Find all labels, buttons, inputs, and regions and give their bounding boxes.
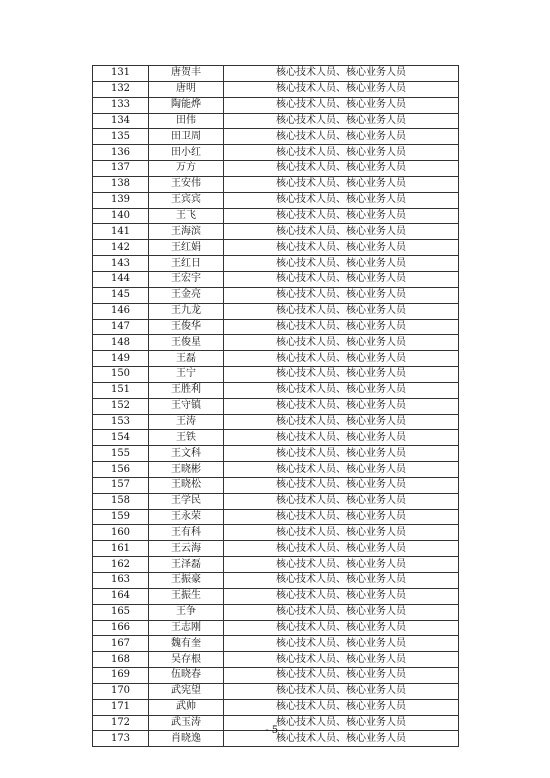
row-number-cell: 147 xyxy=(93,319,149,335)
row-number-cell: 151 xyxy=(93,382,149,398)
name-cell: 王宁 xyxy=(149,367,224,383)
row-number-cell: 146 xyxy=(93,303,149,319)
row-number-cell: 135 xyxy=(93,129,149,145)
category-cell: 核心技术人员、核心业务人员 xyxy=(224,509,459,525)
table-row xyxy=(93,430,459,446)
table-row xyxy=(93,525,459,541)
personnel-table xyxy=(92,65,459,747)
name-cell: 王磊 xyxy=(149,351,224,367)
row-number-cell: 160 xyxy=(93,525,149,541)
table-row xyxy=(93,414,459,430)
row-number-cell: 144 xyxy=(93,271,149,287)
name-cell: 魏有奎 xyxy=(149,636,224,652)
category-cell: 核心技术人员、核心业务人员 xyxy=(224,636,459,652)
table-row xyxy=(93,97,459,113)
category-cell: 核心技术人员、核心业务人员 xyxy=(224,668,459,684)
row-number-cell: 137 xyxy=(93,161,149,177)
table-row xyxy=(93,240,459,256)
name-cell: 王海滨 xyxy=(149,224,224,240)
category-cell: 核心技术人员、核心业务人员 xyxy=(224,683,459,699)
category-cell: 核心技术人员、核心业务人员 xyxy=(224,335,459,351)
table-row xyxy=(93,129,459,145)
name-cell: 万方 xyxy=(149,161,224,177)
table-row xyxy=(93,493,459,509)
row-number-cell: 134 xyxy=(93,113,149,129)
row-number-cell: 133 xyxy=(93,97,149,113)
row-number-cell: 131 xyxy=(93,66,149,82)
name-cell: 肖晓逸 xyxy=(149,731,224,747)
row-number-cell: 145 xyxy=(93,287,149,303)
name-cell: 王胜利 xyxy=(149,382,224,398)
name-cell: 王涛 xyxy=(149,414,224,430)
category-cell: 核心技术人员、核心业务人员 xyxy=(224,129,459,145)
category-cell: 核心技术人员、核心业务人员 xyxy=(224,303,459,319)
row-number-cell: 139 xyxy=(93,192,149,208)
row-number-cell: 149 xyxy=(93,351,149,367)
name-cell: 王红日 xyxy=(149,256,224,272)
row-number-cell: 156 xyxy=(93,462,149,478)
category-cell: 核心技术人员、核心业务人员 xyxy=(224,161,459,177)
name-cell: 王志刚 xyxy=(149,620,224,636)
row-number-cell: 168 xyxy=(93,652,149,668)
category-cell: 核心技术人员、核心业务人员 xyxy=(224,652,459,668)
table-row xyxy=(93,446,459,462)
category-cell: 核心技术人员、核心业务人员 xyxy=(224,176,459,192)
name-cell: 伍晓春 xyxy=(149,668,224,684)
category-cell: 核心技术人员、核心业务人员 xyxy=(224,97,459,113)
name-cell: 王有科 xyxy=(149,525,224,541)
name-cell: 王学民 xyxy=(149,493,224,509)
name-cell: 王振生 xyxy=(149,588,224,604)
category-cell: 核心技术人员、核心业务人员 xyxy=(224,66,459,82)
row-number-cell: 162 xyxy=(93,557,149,573)
name-cell: 唐贺丰 xyxy=(149,66,224,82)
name-cell: 王俊星 xyxy=(149,335,224,351)
name-cell: 王文科 xyxy=(149,446,224,462)
row-number-cell: 154 xyxy=(93,430,149,446)
row-number-cell: 141 xyxy=(93,224,149,240)
category-cell: 核心技术人员、核心业务人员 xyxy=(224,319,459,335)
row-number-cell: 166 xyxy=(93,620,149,636)
name-cell: 王宏宇 xyxy=(149,271,224,287)
category-cell: 核心技术人员、核心业务人员 xyxy=(224,351,459,367)
table-row xyxy=(93,573,459,589)
category-cell: 核心技术人员、核心业务人员 xyxy=(224,525,459,541)
table-row xyxy=(93,477,459,493)
table-row xyxy=(93,382,459,398)
table-row xyxy=(93,699,459,715)
row-number-cell: 172 xyxy=(93,715,149,731)
row-number-cell: 167 xyxy=(93,636,149,652)
table-row xyxy=(93,335,459,351)
table-row xyxy=(93,176,459,192)
name-cell: 武帅 xyxy=(149,699,224,715)
category-cell: 核心技术人员、核心业务人员 xyxy=(224,430,459,446)
table-row xyxy=(93,81,459,97)
category-cell: 核心技术人员、核心业务人员 xyxy=(224,208,459,224)
table-row xyxy=(93,161,459,177)
name-cell: 王争 xyxy=(149,604,224,620)
row-number-cell: 164 xyxy=(93,588,149,604)
category-cell: 核心技术人员、核心业务人员 xyxy=(224,256,459,272)
row-number-cell: 142 xyxy=(93,240,149,256)
table-row xyxy=(93,557,459,573)
name-cell: 王守镇 xyxy=(149,398,224,414)
row-number-cell: 157 xyxy=(93,477,149,493)
table-row xyxy=(93,462,459,478)
category-cell: 核心技术人员、核心业务人员 xyxy=(224,414,459,430)
name-cell: 王云海 xyxy=(149,541,224,557)
category-cell: 核心技术人员、核心业务人员 xyxy=(224,541,459,557)
category-cell: 核心技术人员、核心业务人员 xyxy=(224,367,459,383)
name-cell: 陶能烨 xyxy=(149,97,224,113)
name-cell: 武宪望 xyxy=(149,683,224,699)
name-cell: 王振豪 xyxy=(149,573,224,589)
row-number-cell: 150 xyxy=(93,367,149,383)
table-row xyxy=(93,113,459,129)
row-number-cell: 171 xyxy=(93,699,149,715)
table-row xyxy=(93,604,459,620)
row-number-cell: 152 xyxy=(93,398,149,414)
name-cell: 吴存根 xyxy=(149,652,224,668)
name-cell: 田小红 xyxy=(149,145,224,161)
category-cell: 核心技术人员、核心业务人员 xyxy=(224,604,459,620)
row-number-cell: 173 xyxy=(93,731,149,747)
table-row xyxy=(93,668,459,684)
category-cell: 核心技术人员、核心业务人员 xyxy=(224,620,459,636)
table-row xyxy=(93,271,459,287)
category-cell: 核心技术人员、核心业务人员 xyxy=(224,493,459,509)
table-row xyxy=(93,398,459,414)
category-cell: 核心技术人员、核心业务人员 xyxy=(224,113,459,129)
row-number-cell: 161 xyxy=(93,541,149,557)
row-number-cell: 165 xyxy=(93,604,149,620)
category-cell: 核心技术人员、核心业务人员 xyxy=(224,446,459,462)
row-number-cell: 140 xyxy=(93,208,149,224)
table-row xyxy=(93,588,459,604)
row-number-cell: 143 xyxy=(93,256,149,272)
category-cell: 核心技术人员、核心业务人员 xyxy=(224,145,459,161)
row-number-cell: 136 xyxy=(93,145,149,161)
table-row xyxy=(93,620,459,636)
row-number-cell: 169 xyxy=(93,668,149,684)
personnel-table-body xyxy=(93,66,459,747)
table-row xyxy=(93,287,459,303)
name-cell: 田卫周 xyxy=(149,129,224,145)
row-number-cell: 132 xyxy=(93,81,149,97)
row-number-cell: 158 xyxy=(93,493,149,509)
category-cell: 核心技术人员、核心业务人员 xyxy=(224,382,459,398)
name-cell: 武玉涛 xyxy=(149,715,224,731)
row-number-cell: 153 xyxy=(93,414,149,430)
table-row xyxy=(93,145,459,161)
category-cell: 核心技术人员、核心业务人员 xyxy=(224,557,459,573)
table-row xyxy=(93,652,459,668)
name-cell: 王晓彬 xyxy=(149,462,224,478)
table-row xyxy=(93,319,459,335)
row-number-cell: 155 xyxy=(93,446,149,462)
name-cell: 王飞 xyxy=(149,208,224,224)
row-number-cell: 170 xyxy=(93,683,149,699)
name-cell: 王永荣 xyxy=(149,509,224,525)
category-cell: 核心技术人员、核心业务人员 xyxy=(224,192,459,208)
category-cell: 核心技术人员、核心业务人员 xyxy=(224,398,459,414)
category-cell: 核心技术人员、核心业务人员 xyxy=(224,224,459,240)
name-cell: 王红娟 xyxy=(149,240,224,256)
name-cell: 王金亮 xyxy=(149,287,224,303)
name-cell: 王安伟 xyxy=(149,176,224,192)
category-cell: 核心技术人员、核心业务人员 xyxy=(224,699,459,715)
name-cell: 唐明 xyxy=(149,81,224,97)
category-cell: 核心技术人员、核心业务人员 xyxy=(224,81,459,97)
table-row xyxy=(93,208,459,224)
name-cell: 王俊华 xyxy=(149,319,224,335)
category-cell: 核心技术人员、核心业务人员 xyxy=(224,588,459,604)
name-cell: 王宾宾 xyxy=(149,192,224,208)
name-cell: 田伟 xyxy=(149,113,224,129)
table-row xyxy=(93,636,459,652)
table-row xyxy=(93,541,459,557)
category-cell: 核心技术人员、核心业务人员 xyxy=(224,731,459,747)
name-cell: 王泽磊 xyxy=(149,557,224,573)
category-cell: 核心技术人员、核心业务人员 xyxy=(224,271,459,287)
name-cell: 王九龙 xyxy=(149,303,224,319)
table-row xyxy=(93,224,459,240)
row-number-cell: 163 xyxy=(93,573,149,589)
category-cell: 核心技术人员、核心业务人员 xyxy=(224,287,459,303)
table-row xyxy=(93,66,459,82)
category-cell: 核心技术人员、核心业务人员 xyxy=(224,477,459,493)
page-number: - 5 - xyxy=(265,725,285,736)
row-number-cell: 148 xyxy=(93,335,149,351)
name-cell: 王铁 xyxy=(149,430,224,446)
category-cell: 核心技术人员、核心业务人员 xyxy=(224,573,459,589)
table-row xyxy=(93,303,459,319)
table-row xyxy=(93,683,459,699)
table-row xyxy=(93,367,459,383)
category-cell: 核心技术人员、核心业务人员 xyxy=(224,462,459,478)
table-row xyxy=(93,192,459,208)
table-row xyxy=(93,351,459,367)
row-number-cell: 159 xyxy=(93,509,149,525)
row-number-cell: 138 xyxy=(93,176,149,192)
category-cell: 核心技术人员、核心业务人员 xyxy=(224,715,459,731)
table-row xyxy=(93,256,459,272)
name-cell: 王晓松 xyxy=(149,477,224,493)
table-row xyxy=(93,509,459,525)
category-cell: 核心技术人员、核心业务人员 xyxy=(224,240,459,256)
